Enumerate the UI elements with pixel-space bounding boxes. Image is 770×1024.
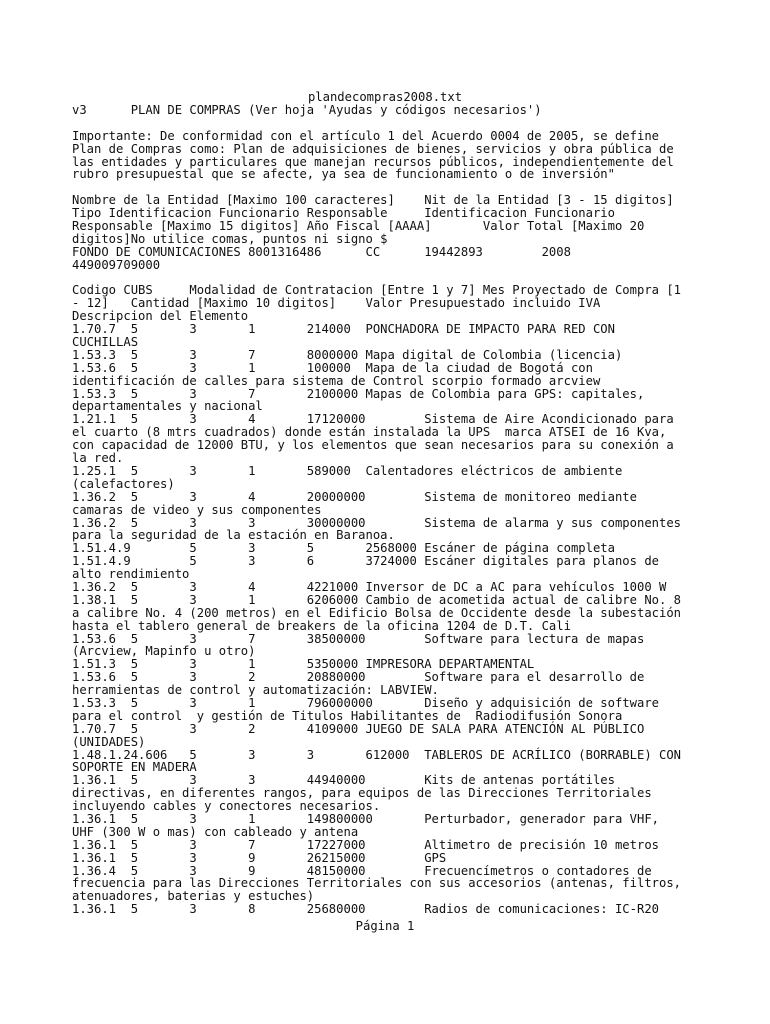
text-line: 1.38.1 5 3 1 6206000 Cambio de acometida actual de calibre No. 8 — [72, 592, 682, 607]
text-line: atenuadores, baterias y estuches) — [72, 889, 315, 904]
text-line: 1.21.1 5 3 4 17120000 Sistema de Aire Acondicionado para — [72, 412, 674, 427]
text-line: 1.51.3 5 3 1 5350000 IMPRESORA DEPARTAMENTAL — [72, 657, 535, 672]
text-line: (Arcview, Mapinfo u otro) — [72, 644, 256, 659]
text-line: rubro presupuestal que se afecte, ya sea de funcionamiento o de inversión" — [72, 167, 615, 182]
text-line: 1.36.2 5 3 3 30000000 Sistema de alarma y sus componentes — [72, 515, 682, 530]
text-line: frecuencia para las Direcciones Territoriales con sus accesorios (antenas, filtros, — [72, 876, 682, 891]
text-line: 1.70.7 5 3 2 4109000 JUEGO DE SALA PARA ATENCIÓN AL PÚBLICO — [72, 721, 645, 736]
text-line: directivas, en diferentes rangos, para equipos de las Direcciones Territoriales — [72, 786, 652, 801]
text-line: Plan de Compras como: Plan de adquisiciones de bienes, servicios y obra pública de — [72, 141, 674, 156]
text-line: 1.51.4.9 5 3 5 2568000 Escáner de página completa — [72, 541, 615, 556]
text-line: 1.36.1 5 3 7 17227000 Altimetro de precisión 10 metros — [72, 837, 659, 852]
text-line: 1.51.4.9 5 3 6 3724000 Escáner digitales para planos de — [72, 554, 659, 569]
text-line: Descripcion del Elemento — [72, 309, 249, 324]
text-line: las entidades y particulares que manejan recursos públicos, independientemente del — [72, 154, 674, 169]
text-line: para el control y gestión de Titulos Habilitantes de Radiodifusión Sonora — [72, 708, 623, 723]
text-line: UHF (300 W o mas) con cableado y antena — [72, 824, 359, 839]
text-line: camaras de video y sus componentes — [72, 502, 322, 517]
text-line: departamentales y nacional — [72, 399, 263, 414]
text-line: 1.53.3 5 3 7 2100000 Mapas de Colombia para GPS: capitales, — [72, 386, 645, 401]
text-line: 1.36.4 5 3 9 48150000 Frecuencímetros o contadores de — [72, 863, 652, 878]
text-line: herramientas de control y automatización: LABVIEW. — [72, 683, 439, 698]
text-line: v3 PLAN DE COMPRAS (Ver hoja 'Ayudas y códigos necesarios') — [72, 103, 542, 117]
text-line: Responsable [Maximo 15 digitos] Año Fiscal [AAAA] Valor Total [Maximo 20 — [72, 219, 645, 234]
text-line — [72, 117, 762, 130]
text-line: - 12] Cantidad [Maximo 10 digitos] Valor Presupuestado incluido IVA — [72, 296, 601, 311]
text-line: digitos]No utilice comas, puntos ni signo $ — [72, 231, 388, 246]
text-line: para la seguridad de la estación en Baranoa. — [72, 528, 395, 543]
text-line: identificación de calles para sistema de Control scorpio formado arcview — [72, 373, 601, 388]
text-line: 1.36.2 5 3 4 4221000 Inversor de DC a AC para vehículos 1000 W — [72, 579, 667, 594]
text-line: CUCHILLAS — [72, 335, 139, 350]
text-line: a calibre No. 4 (200 metros) en el Edificio Bolsa de Occidente desde la subestación — [72, 605, 682, 620]
text-line: 1.48.1.24.606 5 3 3 612000 TABLEROS DE ACRÍLICO (BORRABLE) CON — [72, 747, 682, 762]
page-number: Página 1 — [355, 919, 415, 933]
text-line: 1.36.1 5 3 1 149800000 Perturbador, generador para VHF, — [72, 811, 659, 826]
text-line: (UNIDADES) — [72, 734, 146, 749]
document-filename: plandecompras2008.txt — [307, 90, 463, 104]
text-line: Importante: De conformidad con el artículo 1 del Acuerdo 0004 de 2005, se define — [72, 128, 659, 143]
text-line: FONDO DE COMUNICACIONES 8001316486 CC 19442893 2008 — [72, 244, 571, 259]
text-line: 1.53.6 5 3 7 38500000 Software para lectura de mapas — [72, 631, 645, 646]
text-line: Nombre de la Entidad [Maximo 100 caracteres] Nit de la Entidad [3 - 15 digitos] — [72, 193, 674, 208]
text-line: (calefactores) — [72, 476, 175, 491]
text-line: 1.70.7 5 3 1 214000 PONCHADORA DE IMPACTO PARA RED CON — [72, 322, 615, 337]
text-line: Tipo Identificacion Funcionario Responsable Identificacion Funcionario — [72, 206, 615, 221]
text-line: hasta el tablero general de breakers de la oficina 1204 de D.T. Cali — [72, 618, 571, 633]
text-line: incluyendo cables y conectores necesarios. — [72, 799, 381, 814]
text-line: el cuarto (8 mtrs cuadrados) donde están instalada la UPS marca ATSEI de 16 Kva, — [72, 425, 667, 440]
text-line: 1.36.1 5 3 8 25680000 Radios de comunicaciones: IC-R20 — [72, 902, 659, 917]
text-line: 1.36.2 5 3 4 20000000 Sistema de monitoreo mediante — [72, 489, 637, 504]
text-line: la red. — [72, 451, 124, 466]
text-line: alto rendimiento — [72, 567, 190, 582]
text-line: con capacidad de 12000 BTU, y los elementos que sean necesarios para su conexión a — [72, 438, 674, 453]
document-body — [72, 104, 762, 916]
text-line: 1.36.1 5 3 3 44940000 Kits de antenas portátiles — [72, 773, 615, 788]
text-line: 1.53.3 5 3 7 8000000 Mapa digital de Colombia (licencia) — [72, 347, 623, 362]
text-line: 1.36.1 5 3 9 26215000 GPS — [72, 850, 447, 865]
text-line: Codigo CUBS Modalidad de Contratacion [Entre 1 y 7] Mes Proyectado de Compra [1 — [72, 283, 682, 298]
text-line: 1.25.1 5 3 1 589000 Calentadores eléctricos de ambiente — [72, 463, 623, 478]
text-line: 1.53.6 5 3 1 100000 Mapa de la ciudad de Bogotá con — [72, 360, 593, 375]
text-line: 449009709000 — [72, 257, 161, 272]
text-line: 1.53.3 5 3 1 796000000 Diseño y adquisición de software — [72, 695, 659, 710]
text-line: SOPORTE EN MADERA — [72, 760, 197, 775]
text-line: 1.53.6 5 3 2 20880000 Software para el desarrollo de — [72, 670, 645, 685]
